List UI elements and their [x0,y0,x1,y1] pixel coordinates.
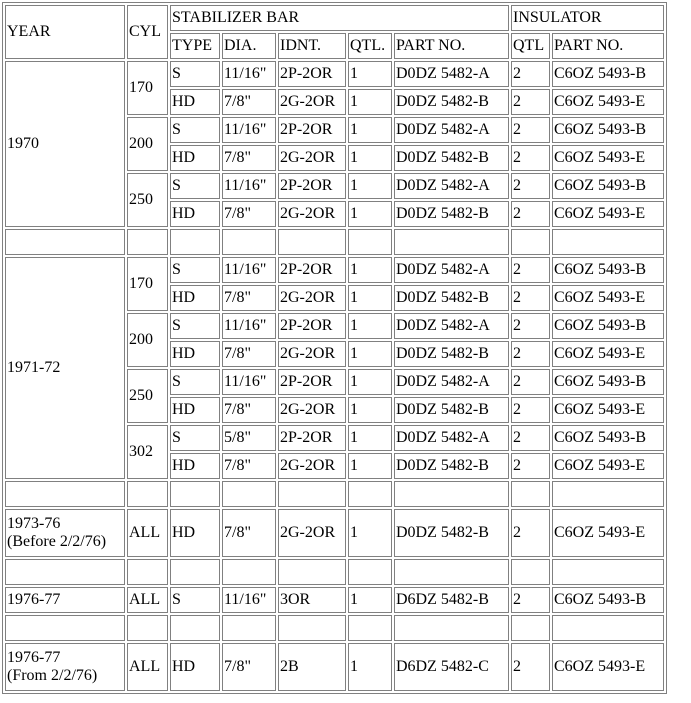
type-cell: S [170,117,220,143]
qtl-bar-cell: 1 [348,257,392,283]
cyl-cell: 170 [127,257,168,311]
year-cell: 1971-72 [5,257,125,479]
year-cell [5,643,125,691]
idnt-cell: 2G-2OR [278,341,346,367]
header-idnt: IDNT. [278,33,346,59]
empty-cell [222,559,276,585]
part-bar-cell: D0DZ 5482-A [394,369,509,395]
header-part-insulator: PART NO. [552,33,664,59]
dia-cell: 11/16" [222,587,276,613]
part-insulator-cell: C6OZ 5493-B [552,257,664,283]
qtl-bar-cell: 1 [348,313,392,339]
part-bar-cell: D0DZ 5482-B [394,341,509,367]
empty-cell [511,615,550,641]
empty-cell [278,559,346,585]
type-cell: S [170,257,220,283]
empty-cell [394,559,509,585]
idnt-cell: 2G-2OR [278,285,346,311]
part-insulator-cell: C6OZ 5493-E [552,643,664,691]
parts-table-container [2,2,667,694]
qtl-insulator-cell: 2 [511,117,550,143]
part-bar-cell: D0DZ 5482-B [394,201,509,227]
header-type: TYPE [170,33,220,59]
dia-cell: 11/16" [222,117,276,143]
part-insulator-cell: C6OZ 5493-E [552,285,664,311]
type-cell: HD [170,397,220,423]
idnt-cell: 2P-2OR [278,313,346,339]
empty-cell [5,481,125,507]
empty-cell [511,481,550,507]
qtl-insulator-cell: 2 [511,313,550,339]
year-qualifier: (Before 2/2/76) [7,533,107,550]
empty-cell [5,559,125,585]
empty-cell [511,559,550,585]
idnt-cell: 2P-2OR [278,257,346,283]
dia-cell: 11/16" [222,313,276,339]
part-insulator-cell: C6OZ 5493-E [552,145,664,171]
year-line: 1973-76 [7,515,61,532]
table-row [5,61,664,87]
part-insulator-cell: C6OZ 5493-E [552,201,664,227]
qtl-insulator-cell: 2 [511,173,550,199]
part-bar-cell: D0DZ 5482-A [394,257,509,283]
type-cell: HD [170,453,220,479]
type-cell: HD [170,145,220,171]
qtl-bar-cell: 1 [348,173,392,199]
qtl-insulator-cell: 2 [511,89,550,115]
empty-cell [222,481,276,507]
year-cell [5,509,125,557]
empty-cell [552,559,664,585]
qtl-bar-cell: 1 [348,61,392,87]
dia-cell: 11/16" [222,173,276,199]
empty-cell [5,615,125,641]
part-insulator-cell: C6OZ 5493-E [552,397,664,423]
cyl-cell: 250 [127,369,168,423]
qtl-insulator-cell: 2 [511,509,550,557]
part-insulator-cell: C6OZ 5493-B [552,117,664,143]
type-cell: S [170,61,220,87]
qtl-insulator-cell: 2 [511,285,550,311]
spacer-row [5,481,664,507]
qtl-insulator-cell: 2 [511,425,550,451]
idnt-cell: 2P-2OR [278,425,346,451]
part-insulator-cell: C6OZ 5493-B [552,61,664,87]
dia-cell: 7/8" [222,201,276,227]
idnt-cell: 2G-2OR [278,89,346,115]
cyl-cell: ALL [127,587,168,613]
year-line: 1976-77 [7,649,61,666]
qtl-insulator-cell: 2 [511,201,550,227]
header-dia: DIA. [222,33,276,59]
part-insulator-cell: C6OZ 5493-B [552,587,664,613]
empty-cell [170,481,220,507]
empty-cell [127,481,168,507]
idnt-cell: 2G-2OR [278,145,346,171]
year-qualifier: (From 2/2/76) [7,667,98,684]
empty-cell [552,481,664,507]
type-cell: S [170,313,220,339]
table-row [5,257,664,283]
qtl-bar-cell: 1 [348,117,392,143]
type-cell: HD [170,285,220,311]
dia-cell: 7/8" [222,397,276,423]
empty-cell [170,615,220,641]
empty-cell [348,229,392,255]
empty-cell [222,229,276,255]
idnt-cell: 2G-2OR [278,453,346,479]
spacer-row [5,615,664,641]
type-cell: HD [170,509,220,557]
qtl-bar-cell: 1 [348,587,392,613]
stabilizer-bar-parts-table [2,2,667,694]
header-cyl: CYL [127,5,168,59]
qtl-insulator-cell: 2 [511,643,550,691]
idnt-cell: 2G-2OR [278,509,346,557]
empty-cell [222,615,276,641]
part-bar-cell: D6DZ 5482-C [394,643,509,691]
part-bar-cell: D0DZ 5482-B [394,145,509,171]
header-year: YEAR [5,5,125,59]
spacer-row [5,229,664,255]
idnt-cell: 2P-2OR [278,117,346,143]
empty-cell [127,615,168,641]
empty-cell [394,229,509,255]
cyl-cell: 302 [127,425,168,479]
empty-cell [278,229,346,255]
part-bar-cell: D0DZ 5482-B [394,89,509,115]
type-cell: S [170,587,220,613]
idnt-cell: 2G-2OR [278,397,346,423]
part-bar-cell: D0DZ 5482-A [394,117,509,143]
cyl-cell: 250 [127,173,168,227]
qtl-bar-cell: 1 [348,643,392,691]
cyl-cell: 170 [127,61,168,115]
year-cell: 1970 [5,61,125,227]
cyl-cell: ALL [127,643,168,691]
empty-cell [394,615,509,641]
idnt-cell: 3OR [278,587,346,613]
dia-cell: 11/16" [222,369,276,395]
qtl-insulator-cell: 2 [511,61,550,87]
qtl-bar-cell: 1 [348,453,392,479]
dia-cell: 7/8" [222,285,276,311]
part-insulator-cell: C6OZ 5493-B [552,369,664,395]
header-stabilizer-bar: STABILIZER BAR [170,5,509,31]
type-cell: S [170,173,220,199]
part-bar-cell: D6DZ 5482-B [394,587,509,613]
empty-cell [170,229,220,255]
cyl-cell: 200 [127,117,168,171]
part-bar-cell: D0DZ 5482-B [394,285,509,311]
empty-cell [511,229,550,255]
qtl-bar-cell: 1 [348,89,392,115]
cyl-cell: ALL [127,509,168,557]
part-insulator-cell: C6OZ 5493-E [552,89,664,115]
part-bar-cell: D0DZ 5482-A [394,313,509,339]
qtl-insulator-cell: 2 [511,397,550,423]
qtl-bar-cell: 1 [348,145,392,171]
dia-cell: 5/8" [222,425,276,451]
header-insulator: INSULATOR [511,5,664,31]
empty-cell [348,481,392,507]
empty-cell [170,559,220,585]
part-bar-cell: D0DZ 5482-B [394,509,509,557]
empty-cell [127,229,168,255]
type-cell: HD [170,341,220,367]
part-insulator-cell: C6OZ 5493-E [552,509,664,557]
qtl-bar-cell: 1 [348,369,392,395]
idnt-cell: 2P-2OR [278,369,346,395]
part-bar-cell: D0DZ 5482-B [394,397,509,423]
dia-cell: 7/8" [222,145,276,171]
dia-cell: 7/8" [222,509,276,557]
idnt-cell: 2P-2OR [278,61,346,87]
type-cell: S [170,425,220,451]
type-cell: HD [170,643,220,691]
dia-cell: 7/8" [222,89,276,115]
table-row [5,643,664,691]
part-insulator-cell: C6OZ 5493-B [552,173,664,199]
dia-cell: 11/16" [222,257,276,283]
qtl-bar-cell: 1 [348,341,392,367]
qtl-bar-cell: 1 [348,201,392,227]
cyl-cell: 200 [127,313,168,367]
header-qtl-bar: QTL. [348,33,392,59]
table-row [5,509,664,557]
qtl-bar-cell: 1 [348,397,392,423]
type-cell: HD [170,201,220,227]
part-bar-cell: D0DZ 5482-B [394,453,509,479]
empty-cell [348,615,392,641]
header-qtl-insulator: QTL [511,33,550,59]
part-insulator-cell: C6OZ 5493-E [552,453,664,479]
qtl-bar-cell: 1 [348,285,392,311]
table-row [5,587,664,613]
part-bar-cell: D0DZ 5482-A [394,425,509,451]
qtl-insulator-cell: 2 [511,369,550,395]
header-part-bar: PART NO. [394,33,509,59]
qtl-insulator-cell: 2 [511,145,550,171]
empty-cell [127,559,168,585]
type-cell: S [170,369,220,395]
qtl-insulator-cell: 2 [511,453,550,479]
empty-cell [552,615,664,641]
qtl-insulator-cell: 2 [511,341,550,367]
empty-cell [5,229,125,255]
qtl-bar-cell: 1 [348,425,392,451]
dia-cell: 7/8" [222,643,276,691]
part-insulator-cell: C6OZ 5493-B [552,313,664,339]
type-cell: HD [170,89,220,115]
idnt-cell: 2G-2OR [278,201,346,227]
part-insulator-cell: C6OZ 5493-B [552,425,664,451]
part-insulator-cell: C6OZ 5493-E [552,341,664,367]
qtl-bar-cell: 1 [348,509,392,557]
dia-cell: 7/8" [222,453,276,479]
empty-cell [552,229,664,255]
idnt-cell: 2B [278,643,346,691]
dia-cell: 11/16" [222,61,276,87]
header-row-top [5,5,664,31]
part-bar-cell: D0DZ 5482-A [394,173,509,199]
year-line: 1976-77 [7,591,61,608]
qtl-insulator-cell: 2 [511,587,550,613]
idnt-cell: 2P-2OR [278,173,346,199]
spacer-row [5,559,664,585]
empty-cell [348,559,392,585]
empty-cell [278,481,346,507]
year-cell [5,587,125,613]
dia-cell: 7/8" [222,341,276,367]
empty-cell [278,615,346,641]
empty-cell [394,481,509,507]
part-bar-cell: D0DZ 5482-A [394,61,509,87]
qtl-insulator-cell: 2 [511,257,550,283]
